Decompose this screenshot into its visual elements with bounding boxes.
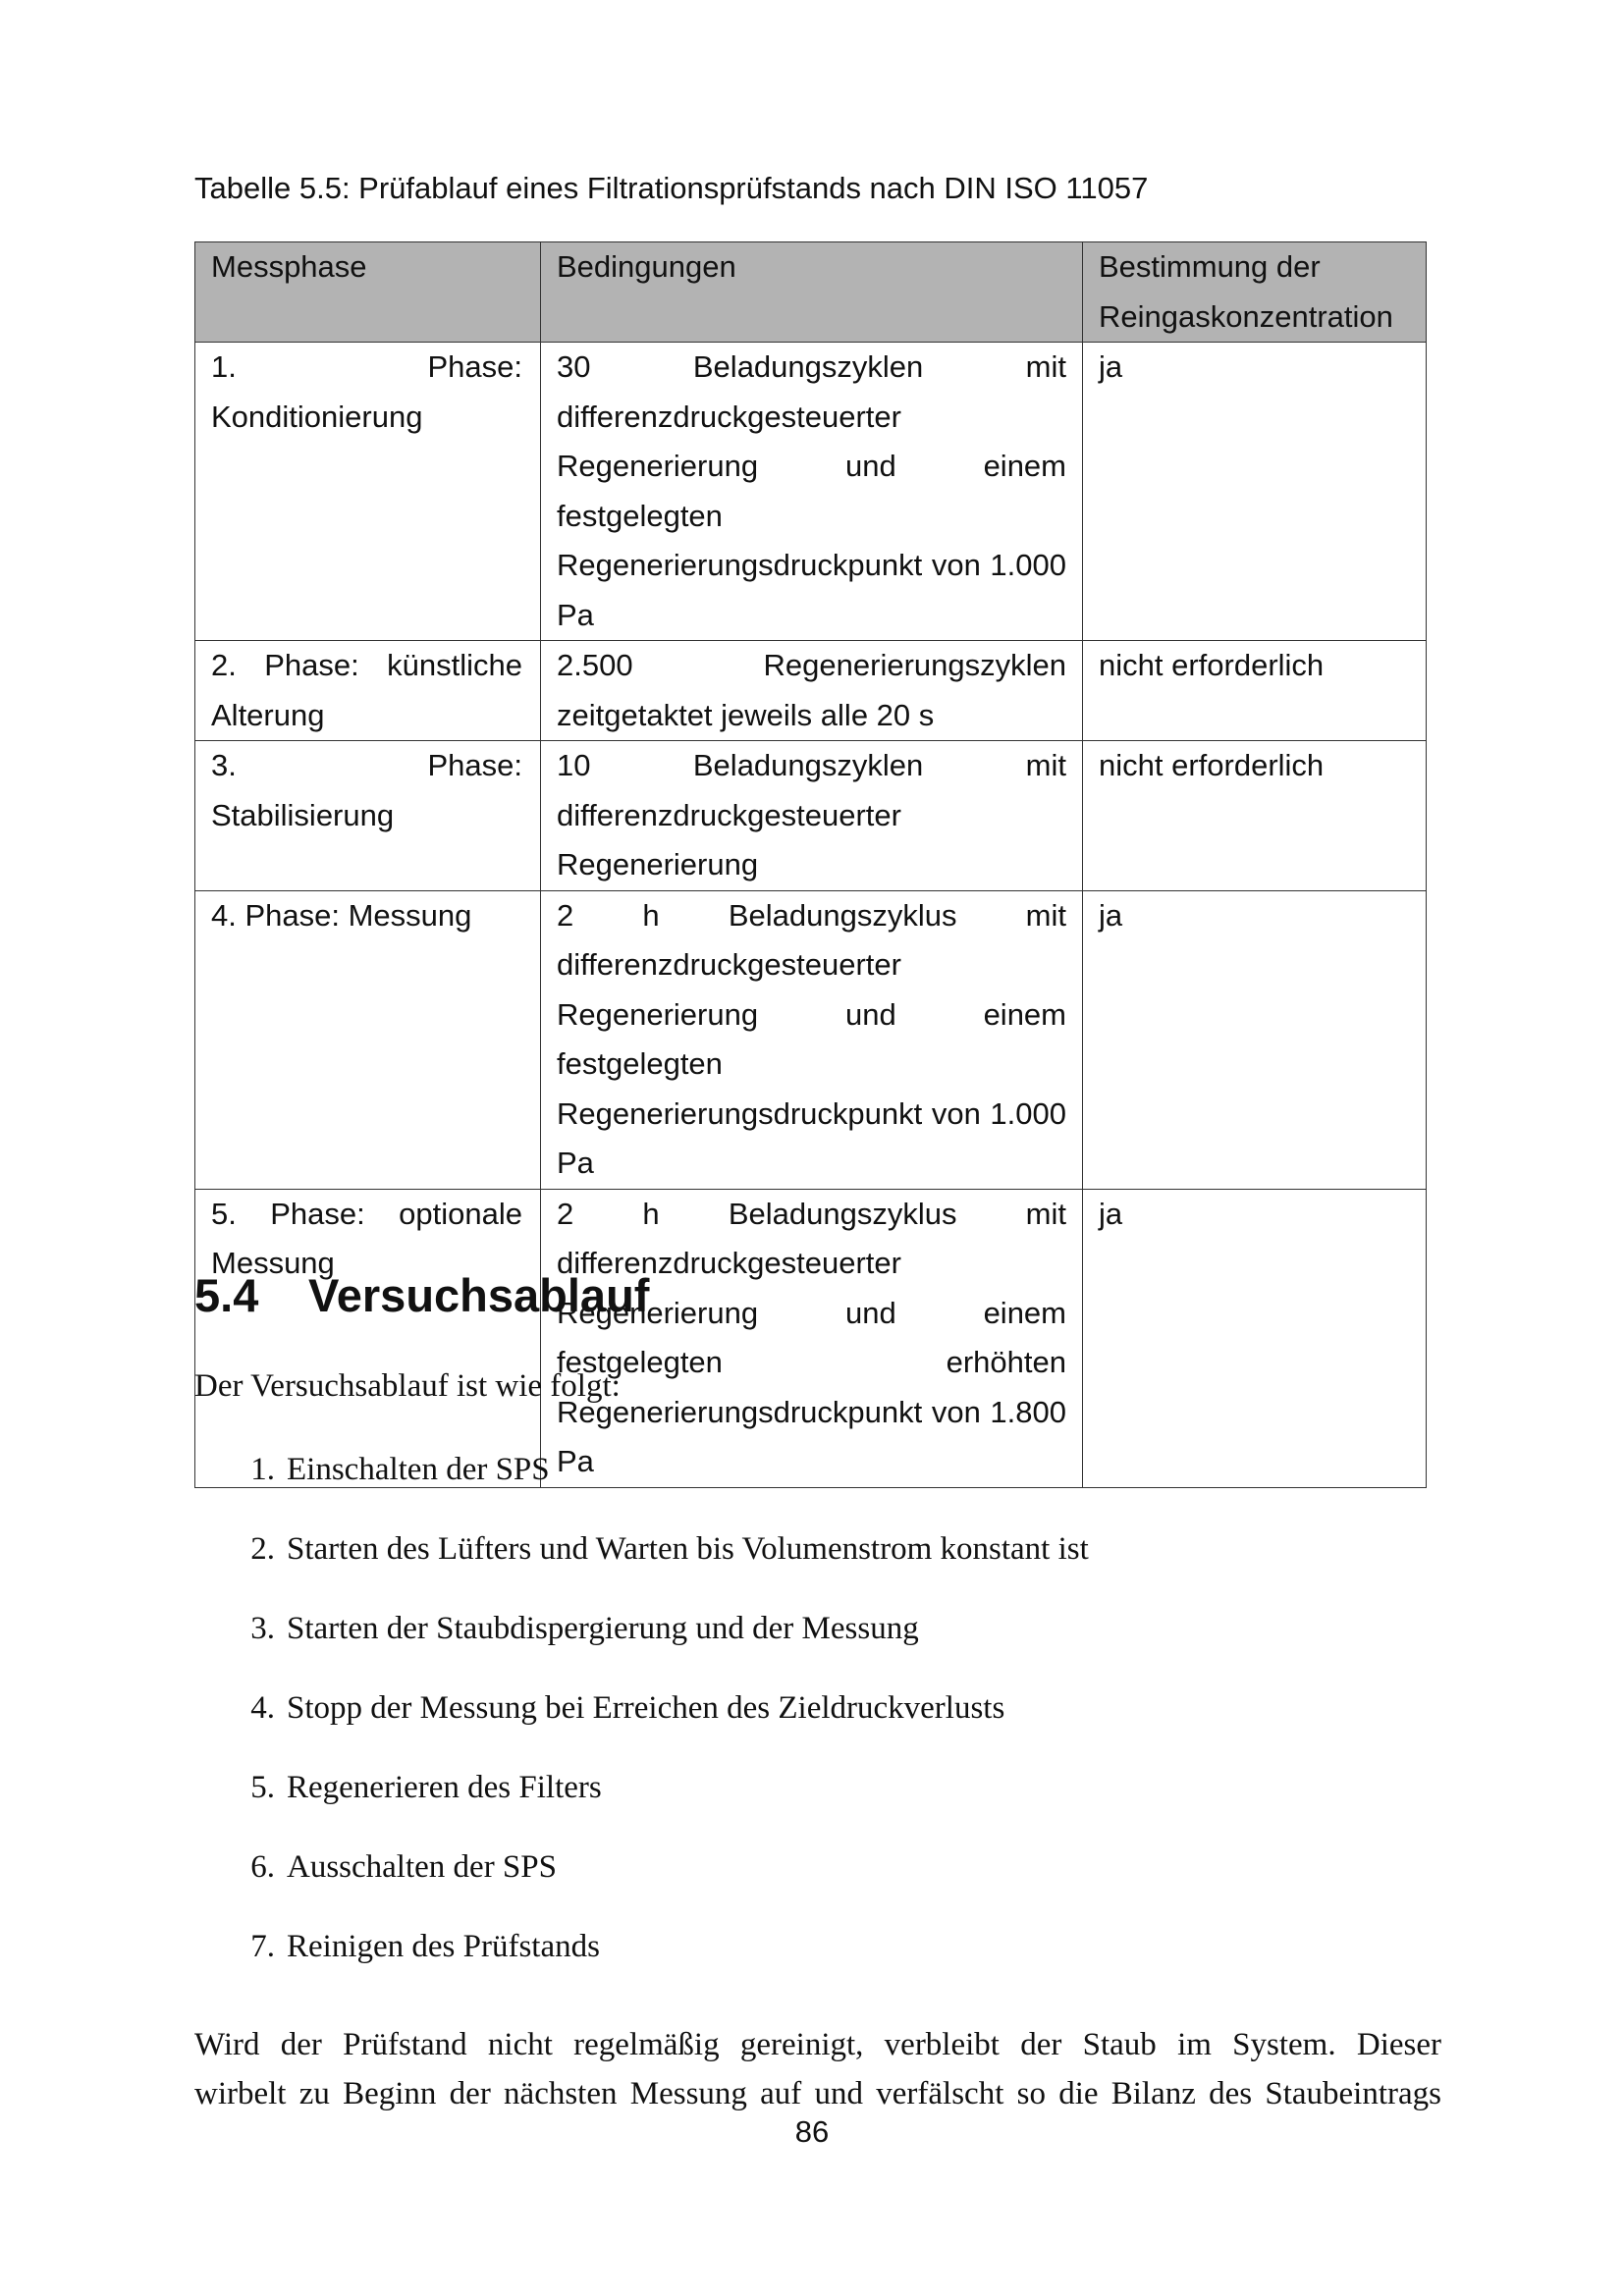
list-item <box>194 1847 1441 1927</box>
step-number: 3. <box>250 1611 275 1646</box>
step-text: Regenerieren des Filters <box>287 1770 602 1805</box>
table-row <box>195 1189 1427 1487</box>
determination-cell: ja <box>1083 1189 1427 1487</box>
header-messphase: Messphase <box>195 242 541 343</box>
determination-cell: nicht erforderlich <box>1083 641 1427 741</box>
paragraph-line: wirbelt zu Beginn der nächsten Messung auf und verfälscht so die Bilanz des Staubeintrags <box>194 2076 1441 2111</box>
step-number: 1. <box>250 1452 275 1487</box>
step-text: Einschalten der SPS <box>287 1452 550 1487</box>
header-bedingungen: Bedingungen <box>541 242 1083 343</box>
conditions-cell: 2 h Beladungszyklus mit differenzdruckgesteuerter Regenerierung und einem festgelegten Regenerierungsdruckpunkt von 1.000 Pa <box>541 890 1083 1189</box>
list-item <box>194 1529 1441 1609</box>
phase-cell: 2. Phase: künstliche Alterung <box>195 641 541 741</box>
determination-cell: ja <box>1083 343 1427 641</box>
step-number: 2. <box>250 1531 275 1567</box>
phase-cell: 3. Phase: Stabilisierung <box>195 741 541 891</box>
step-number: 6. <box>250 1849 275 1885</box>
step-text: Reinigen des Prüfstands <box>287 1929 600 1964</box>
list-item <box>194 1768 1441 1847</box>
step-number: 7. <box>250 1929 275 1964</box>
conditions-cell: 30 Beladungszyklen mit differenzdruckgesteuerter Regenerierung und einem festgelegten Regenerierungsdruckpunkt von 1.000 Pa <box>541 343 1083 641</box>
list-item <box>194 1609 1441 1688</box>
phase-cell: 1. Phase: Konditionierung <box>195 343 541 641</box>
body-paragraph <box>194 2020 1441 2118</box>
list-item <box>194 1927 1441 2006</box>
table-caption: Tabelle 5.5: Prüfablauf eines Filtrationsprüfstands nach DIN ISO 11057 <box>194 171 1149 205</box>
section-number: 5.4 <box>194 1269 259 1321</box>
conditions-cell: 2.500 Regenerierungszyklen zeitgetaktet jeweils alle 20 s <box>541 641 1083 741</box>
table-row <box>195 890 1427 1189</box>
phase-cell: 5. Phase: optionale Messung <box>195 1189 541 1487</box>
step-text: Ausschalten der SPS <box>287 1849 557 1885</box>
page-number: 86 <box>794 2114 830 2149</box>
procedure-steps-list <box>194 1450 1441 2006</box>
section-heading <box>194 1266 649 1325</box>
step-text: Starten der Staubdispergierung und der Messung <box>287 1611 919 1646</box>
table-row <box>195 741 1427 891</box>
header-bestimmung: Bestimmung der Reingaskonzentration <box>1083 242 1427 343</box>
step-text: Stopp der Messung bei Erreichen des Zieldruckverlusts <box>287 1690 1005 1726</box>
determination-cell: ja <box>1083 890 1427 1189</box>
list-item <box>194 1688 1441 1768</box>
phase-cell: 4. Phase: Messung <box>195 890 541 1189</box>
intro-text: Der Versuchsablauf ist wie folgt: <box>194 1368 621 1404</box>
table-row <box>195 343 1427 641</box>
conditions-cell: 2 h Beladungszyklus mit differenzdruckgesteuerter Regenerierung und einem festgelegten erhöhten Regenerierungsdruckpunkt von 1.800 Pa <box>541 1189 1083 1487</box>
conditions-cell: 10 Beladungszyklen mit differenzdruckgesteuerter Regenerierung <box>541 741 1083 891</box>
determination-cell: nicht erforderlich <box>1083 741 1427 891</box>
list-item <box>194 1450 1441 1529</box>
step-number: 5. <box>250 1770 275 1805</box>
step-text: Starten des Lüfters und Warten bis Volumenstrom konstant ist <box>287 1531 1089 1567</box>
section-title: Versuchsablauf <box>308 1269 650 1321</box>
table-header-row <box>195 242 1427 343</box>
step-number: 4. <box>250 1690 275 1726</box>
paragraph-line: Wird der Prüfstand nicht regelmäßig gereinigt, verbleibt der Staub im System. Dieser <box>194 2027 1441 2062</box>
table-row <box>195 641 1427 741</box>
